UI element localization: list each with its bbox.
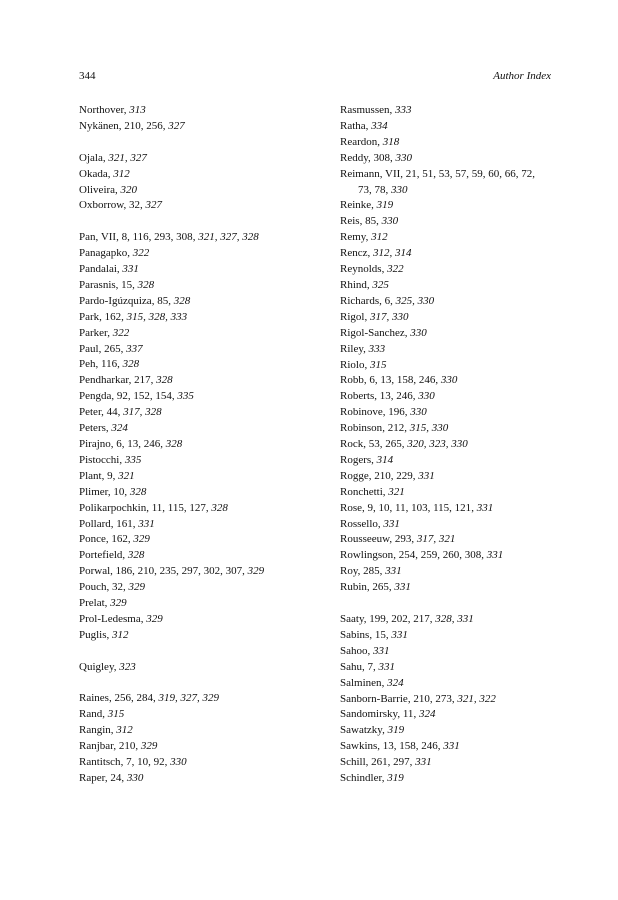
author-name: Roy — [340, 565, 358, 578]
page-refs: 9, 10, 11, 103, 115, 121 — [367, 501, 472, 514]
index-entry: Polikarpochkin, 11, 115, 127, 328 — [79, 501, 228, 514]
author-name: Reis — [340, 215, 360, 228]
reference-pages: 312, 314 — [372, 247, 412, 260]
author-name: Pistocchi — [79, 453, 120, 466]
index-entry: Peh, 116, 328 — [79, 358, 140, 371]
reference-pages: 330 — [440, 374, 458, 387]
page-refs: 13, 246 — [379, 390, 413, 403]
index-entry: Ratha, 334 — [340, 119, 388, 132]
author-name: Nykänen — [79, 119, 119, 132]
page-refs: 32 — [129, 199, 140, 212]
index-entry: Remy, 312 — [340, 231, 388, 244]
reference-pages: 321, 327, 328 — [198, 231, 259, 244]
author-name: Sahoo — [340, 644, 368, 657]
author-name: Rantitsch — [79, 756, 121, 769]
index-entry: Nykänen, 210, 256, 327 — [79, 119, 185, 132]
author-name: Pirajno — [79, 438, 111, 450]
page-refs: 210 — [118, 740, 136, 753]
reference-pages: 328 — [173, 294, 191, 307]
index-column-right — [340, 103, 565, 787]
page-refs: 186, 210, 235, 297, 302, 307 — [115, 565, 243, 578]
index-entry: Plant, 9, 321 — [79, 469, 135, 482]
index-entry: Sabins, 15, 331 — [340, 628, 408, 641]
page-refs: 162 — [104, 310, 122, 323]
index-entry: Reynolds, 322 — [340, 263, 404, 276]
author-name: Pandalai — [79, 263, 117, 276]
page-refs: 6 — [384, 294, 391, 307]
index-entry: Rand, 315 — [79, 708, 125, 721]
reference-pages: 321, 327 — [108, 151, 147, 164]
letter-group-gap — [79, 135, 329, 151]
author-name: Pan — [79, 231, 96, 244]
author-name: Saaty — [340, 612, 364, 625]
letter-group-gap — [79, 644, 329, 660]
author-name: Ranjbar — [79, 740, 114, 753]
reference-pages: 329 — [247, 565, 265, 578]
page-refs: 6, 13, 246 — [116, 438, 161, 450]
author-name: Sawkins — [340, 740, 378, 753]
reference-pages: 330 — [391, 183, 408, 196]
index-entry: Sanborn-Barrie, 210, 273, 321, 322 — [340, 692, 496, 705]
reference-pages: 331 — [122, 263, 139, 276]
page-refs: 15 — [121, 278, 133, 291]
letter-group-gap — [79, 214, 329, 230]
reference-pages: 315, 328, 333 — [126, 310, 188, 323]
index-entry: Raines, 256, 284, 319, 327, 329 — [79, 692, 219, 705]
index-entry: Sahoo, 331 — [340, 644, 390, 657]
page-refs: 32 — [112, 581, 123, 594]
reference-pages: 327 — [145, 199, 162, 212]
index-entry: Sandomirsky, 11, 324 — [340, 708, 436, 721]
reference-pages: 330 — [126, 772, 144, 784]
index-entry: Pirajno, 6, 13, 246, 328 — [79, 438, 183, 450]
author-name: Rogers — [340, 453, 372, 466]
reference-pages: 319 — [387, 772, 404, 785]
index-column-left — [79, 103, 329, 787]
index-entry: Rubin, 265, 331 — [340, 581, 411, 594]
reference-pages: 315 — [369, 358, 387, 371]
reference-pages: 322 — [387, 263, 404, 276]
author-name: Rose — [340, 501, 362, 514]
page-refs: 285 — [363, 565, 380, 578]
index-entry: Pendharkar, 217, 328 — [79, 374, 173, 387]
author-name: Rogge — [340, 469, 369, 482]
author-name: Sahu — [340, 660, 362, 673]
reference-pages: 312 — [116, 724, 133, 737]
index-entry: Portefield, 328 — [79, 549, 145, 562]
letter-group-gap — [79, 676, 329, 692]
index-entry: Park, 162, 315, 328, 333 — [79, 310, 188, 323]
author-name: Robinson — [340, 422, 383, 435]
index-entry: Sahu, 7, 331 — [340, 660, 395, 673]
author-name: Sanborn-Barrie — [340, 692, 408, 705]
index-entry: Robinson, 212, 315, 330 — [340, 422, 449, 435]
reference-pages: 321 — [118, 469, 135, 482]
index-entry: Rogers, 314 — [340, 453, 394, 466]
page-refs: 10 — [113, 485, 125, 498]
index-entry: Robinove, 196, 330 — [340, 406, 427, 419]
page-refs: 24 — [110, 772, 122, 784]
index-entry: Ponce, 162, 329 — [79, 533, 150, 546]
reference-pages: 329 — [128, 581, 145, 594]
reference-pages: 333 — [395, 104, 412, 116]
reference-pages: 313 — [129, 104, 146, 116]
reference-pages: 331 — [418, 469, 435, 482]
reference-pages: 328 — [165, 438, 183, 450]
author-name: Oliveira — [79, 183, 116, 196]
index-entry: Rock, 53, 265, 320, 323, 330 — [340, 438, 468, 451]
author-name: Pengda — [79, 390, 112, 403]
index-entry: Ranjbar, 210, 329 — [79, 740, 158, 753]
reference-pages: 331 — [394, 581, 411, 594]
page-refs: 11, 115, 127 — [151, 501, 206, 514]
author-name: Schill — [340, 756, 366, 769]
author-name: Schindler — [340, 772, 382, 785]
index-entry: Pistocchi, 335 — [79, 453, 142, 466]
reference-pages: 321, 322 — [457, 692, 496, 705]
index-entry: Riley, 333 — [340, 342, 386, 355]
page-refs: 308 — [373, 151, 391, 164]
reference-pages: 319, 327, 329 — [158, 692, 219, 705]
author-name: Ojala — [79, 151, 103, 164]
index-entry: Raper, 24, 330 — [79, 772, 144, 784]
index-entry: Pouch, 32, 329 — [79, 581, 145, 594]
author-name: Raper — [79, 772, 105, 784]
author-name: Puglis — [79, 628, 107, 641]
page-refs: 7, 10, 92 — [126, 756, 165, 769]
page-refs: 196 — [388, 406, 405, 419]
reference-pages: 328 — [137, 278, 155, 291]
reference-pages: 337 — [126, 342, 143, 355]
page-refs: 261, 297 — [371, 756, 410, 769]
index-entry: Reis, 85, 330 — [340, 215, 399, 228]
author-name: Ratha — [340, 119, 366, 132]
author-name: Prol-Ledesma — [79, 612, 141, 625]
reference-pages: 331 — [138, 517, 155, 530]
reference-pages: 312 — [113, 167, 130, 180]
author-name: Sabins — [340, 628, 370, 641]
index-entry: Rantitsch, 7, 10, 92, 330 — [79, 756, 187, 769]
author-name: Rossello — [340, 517, 378, 530]
reference-pages: 312 — [371, 231, 388, 244]
reference-pages: 321 — [388, 485, 405, 498]
index-entry: Pollard, 161, 331 — [79, 517, 155, 530]
index-entry: Rigol, 317, 330 — [340, 310, 409, 323]
author-name: Pardo-Igúzquiza — [79, 294, 152, 307]
reference-pages: 322 — [132, 247, 150, 260]
page-refs: 212 — [387, 422, 405, 435]
index-entry: Sawatzky, 319 — [340, 724, 405, 737]
page-refs: 162 — [111, 533, 128, 546]
index-entry: Oliveira, 320 — [79, 183, 138, 196]
index-entry: Sawkins, 13, 158, 246, 331 — [340, 740, 460, 753]
index-entry: Richards, 6, 325, 330 — [340, 294, 435, 307]
author-name: Pouch — [79, 581, 107, 594]
page-refs: 6, 13, 158, 246 — [369, 374, 436, 387]
reference-pages: 322 — [112, 326, 130, 339]
page-refs: 217 — [134, 374, 151, 387]
author-name: Ponce — [79, 533, 106, 546]
index-entry: Rigol-Sanchez, 330 — [340, 326, 427, 339]
reference-pages: 330 — [395, 151, 413, 164]
section-title: Author Index — [493, 70, 551, 82]
author-name: Oxborrow — [79, 199, 124, 212]
author-name: Paul — [79, 342, 99, 355]
reference-pages: 328 — [122, 358, 140, 371]
reference-pages: 331 — [391, 628, 408, 641]
author-name: Porwal — [79, 565, 111, 578]
reference-pages: 317, 328 — [123, 406, 162, 419]
index-entry: Quigley, 323 — [79, 660, 136, 673]
index-entry: Oxborrow, 32, 327 — [79, 199, 162, 212]
reference-pages: 330 — [410, 326, 427, 339]
index-entry: Rose, 9, 10, 11, 103, 115, 121, 331 — [340, 501, 494, 514]
author-name: Rand — [79, 708, 103, 721]
reference-pages: 334 — [371, 119, 388, 132]
reference-pages: 329 — [146, 612, 163, 625]
reference-pages: 325 — [372, 278, 389, 291]
reference-pages: 331 — [378, 660, 395, 673]
page-refs: VII, 8, 116, 293, 308 — [100, 231, 193, 244]
page-refs: 53, 265 — [368, 438, 402, 451]
reference-pages: 331 — [383, 517, 400, 530]
page-refs: 161 — [116, 517, 133, 530]
author-name: Pollard — [79, 517, 111, 530]
reference-pages: 331 — [415, 756, 432, 769]
author-name: Peter — [79, 406, 102, 419]
author-name: Reynolds — [340, 263, 382, 276]
author-name: Panagapko — [79, 247, 128, 260]
index-entry: Rogge, 210, 229, 331 — [340, 469, 435, 482]
reference-pages: 329 — [110, 597, 127, 610]
index-entry: Peter, 44, 317, 328 — [79, 406, 162, 419]
reference-pages: 328 — [127, 549, 145, 562]
index-entry: Pandalai, 331 — [79, 263, 139, 276]
reference-pages: 319 — [376, 199, 394, 212]
index-entry: Rowlingson, 254, 259, 260, 308, 331 — [340, 549, 504, 562]
reference-pages: 330 — [410, 406, 427, 419]
reference-pages: 328, 331 — [435, 612, 474, 625]
author-name: Sawatzky — [340, 724, 383, 737]
page-refs: 210, 256 — [124, 119, 163, 132]
page-refs: 11 — [402, 708, 414, 721]
index-entry: Okada, 312 — [79, 167, 130, 180]
author-name: Reinke — [340, 199, 372, 212]
index-entry: Schill, 261, 297, 331 — [340, 756, 432, 769]
author-name: Rowlingson — [340, 549, 394, 562]
reference-pages: 320, 323, 330 — [407, 438, 468, 451]
author-name: Remy — [340, 231, 366, 244]
reference-pages: 330 — [381, 215, 399, 228]
index-entry: Salminen, 324 — [340, 676, 404, 689]
page-refs: 199, 202, 217 — [369, 612, 430, 625]
index-entry: Panagapko, 322 — [79, 247, 150, 260]
author-name: Plimer — [79, 485, 108, 498]
reference-pages: 317, 321 — [416, 533, 456, 546]
reference-pages: 323 — [119, 660, 136, 673]
reference-pages: 312 — [112, 628, 129, 641]
page-refs: 92, 152, 154 — [116, 390, 172, 403]
author-name: Riolo — [340, 358, 365, 371]
index-entry: Riolo, 315 — [340, 358, 387, 371]
index-entry: Peters, 324 — [79, 422, 128, 435]
reference-pages: 314 — [376, 453, 394, 466]
author-name: Parker — [79, 326, 108, 339]
index-entry: Reimann, VII, 21, 51, 53, 57, 59, 60, 66, 72, 73, 78, 330 — [340, 167, 565, 199]
reference-pages: 335 — [177, 390, 194, 403]
author-name: Ronchetti — [340, 485, 383, 498]
index-entry: Rasmussen, 333 — [340, 104, 412, 116]
reference-pages: 319 — [387, 724, 405, 737]
index-entry: Pan, VII, 8, 116, 293, 308, 321, 327, 328 — [79, 231, 259, 244]
author-name: Rock — [340, 438, 364, 451]
index-entry: Reddy, 308, 330 — [340, 151, 413, 164]
reference-pages: 317, 330 — [369, 310, 409, 323]
page-refs: 210, 229 — [374, 469, 413, 482]
author-name: Northover — [79, 104, 124, 116]
index-entry: Reinke, 319 — [340, 199, 394, 212]
page-number: 344 — [79, 70, 96, 82]
index-entry: Puglis, 312 — [79, 628, 129, 641]
running-header — [79, 70, 551, 88]
reference-pages: 335 — [124, 453, 142, 466]
letter-group-gap — [340, 596, 565, 612]
page-refs: 15 — [374, 628, 386, 641]
author-name: Peters — [79, 422, 106, 435]
page-refs: 85 — [157, 294, 169, 307]
author-name: Robinove — [340, 406, 383, 419]
reference-pages: 329 — [140, 740, 158, 753]
index-entry: Parker, 322 — [79, 326, 130, 339]
author-name: Rousseeuw — [340, 533, 390, 546]
reference-pages: 324 — [111, 422, 128, 435]
page-refs: VII, 21, 51, 53, 57, 59, 60, 66, 72, — [385, 167, 536, 180]
author-name: Sandomirsky — [340, 708, 398, 721]
reference-pages: 315 — [107, 708, 125, 721]
author-name: Plant — [79, 469, 102, 482]
reference-pages: 328 — [129, 485, 147, 498]
index-entry: Roy, 285, 331 — [340, 565, 402, 578]
index-entry: Parasnis, 15, 328 — [79, 278, 155, 291]
reference-pages: 331 — [476, 501, 494, 514]
reference-pages: 328 — [156, 374, 173, 387]
index-entry: Roberts, 13, 246, 330 — [340, 390, 435, 403]
reference-pages: 328 — [211, 501, 228, 514]
index-entry: Schindler, 319 — [340, 772, 404, 785]
page-refs: 265 — [104, 342, 121, 355]
index-entry: Prelat, 329 — [79, 597, 127, 610]
index-entry: Ojala, 321, 327 — [79, 151, 147, 164]
reference-pages: 324 — [418, 708, 436, 721]
reference-pages: 331 — [373, 644, 390, 657]
index-entry: Ronchetti, 321 — [340, 485, 405, 498]
reference-pages: 325, 330 — [395, 294, 435, 307]
reference-pages: 331 — [443, 740, 460, 753]
index-entry: Reardon, 318 — [340, 135, 400, 148]
index-entry: Rangin, 312 — [79, 724, 133, 737]
entry-continuation: 73, 78, 330 — [358, 183, 408, 196]
page-refs: 85 — [365, 215, 377, 228]
author-name: Rasmussen — [340, 104, 390, 116]
index-entry: Rousseeuw, 293, 317, 321 — [340, 533, 456, 546]
page-refs: 44 — [106, 406, 118, 419]
index-entry: Porwal, 186, 210, 235, 297, 302, 307, 329 — [79, 565, 265, 578]
author-name: Roberts — [340, 390, 375, 403]
author-name: Reddy — [340, 151, 369, 164]
author-name: Portefield — [79, 549, 123, 562]
author-name: Raines — [79, 692, 109, 705]
author-name: Park — [79, 310, 100, 323]
author-name: Peh — [79, 358, 96, 371]
reference-pages: 320 — [120, 183, 138, 196]
index-entry: Rencz, 312, 314 — [340, 247, 412, 260]
reference-pages: 331 — [486, 549, 504, 562]
author-name: Pendharkar — [79, 374, 129, 387]
author-name: Rigol — [340, 310, 365, 323]
author-name: Okada — [79, 167, 108, 180]
page-refs: 7 — [367, 660, 373, 673]
reference-pages: 315, 330 — [409, 422, 449, 435]
author-name: Rangin — [79, 724, 111, 737]
index-entry: Robb, 6, 13, 158, 246, 330 — [340, 374, 458, 387]
author-name: Rhind — [340, 278, 367, 291]
reference-pages: 331 — [385, 565, 402, 578]
page-refs: 254, 259, 260, 308 — [398, 549, 482, 562]
author-name: Reardon — [340, 135, 378, 148]
reference-pages: 329 — [133, 533, 150, 546]
author-name: Robb — [340, 374, 364, 387]
index-entry: Paul, 265, 337 — [79, 342, 143, 355]
index-entry: Pengda, 92, 152, 154, 335 — [79, 390, 194, 403]
index-entry: Saaty, 199, 202, 217, 328, 331 — [340, 612, 474, 625]
index-entry: Rhind, 325 — [340, 278, 389, 291]
index-entry: Prol-Ledesma, 329 — [79, 612, 163, 625]
author-name: Prelat — [79, 597, 105, 610]
index-entry: Plimer, 10, 328 — [79, 485, 147, 498]
index-entry: Northover, 313 — [79, 104, 146, 116]
reference-pages: 333 — [368, 342, 386, 355]
author-name: Rencz — [340, 247, 368, 260]
reference-pages: 327 — [168, 119, 185, 132]
page-refs: 256, 284 — [114, 692, 153, 705]
author-name: Polikarpochkin — [79, 501, 147, 514]
author-name: Quigley — [79, 660, 114, 673]
author-name: Reimann — [340, 167, 380, 180]
reference-pages: 318 — [382, 135, 400, 148]
author-name: Rubin — [340, 581, 367, 594]
page-refs: 293 — [394, 533, 412, 546]
page-refs: 9 — [107, 469, 113, 482]
author-name: Riley — [340, 342, 364, 355]
reference-pages: 330 — [418, 390, 435, 403]
page-refs: 116 — [101, 358, 118, 371]
index-entry: Pardo-Igúzquiza, 85, 328 — [79, 294, 191, 307]
page-refs: 73, 78 — [358, 183, 386, 196]
author-name: Rigol-Sanchez — [340, 326, 405, 339]
page-refs: 265 — [372, 581, 389, 594]
author-name: Salminen — [340, 676, 382, 689]
reference-pages: 324 — [387, 676, 404, 689]
reference-pages: 330 — [170, 756, 187, 769]
author-name: Parasnis — [79, 278, 116, 291]
author-name: Richards — [340, 294, 380, 307]
page-refs: 210, 273 — [413, 692, 452, 705]
page-refs: 13, 158, 246 — [382, 740, 438, 753]
index-entry: Rossello, 331 — [340, 517, 400, 530]
